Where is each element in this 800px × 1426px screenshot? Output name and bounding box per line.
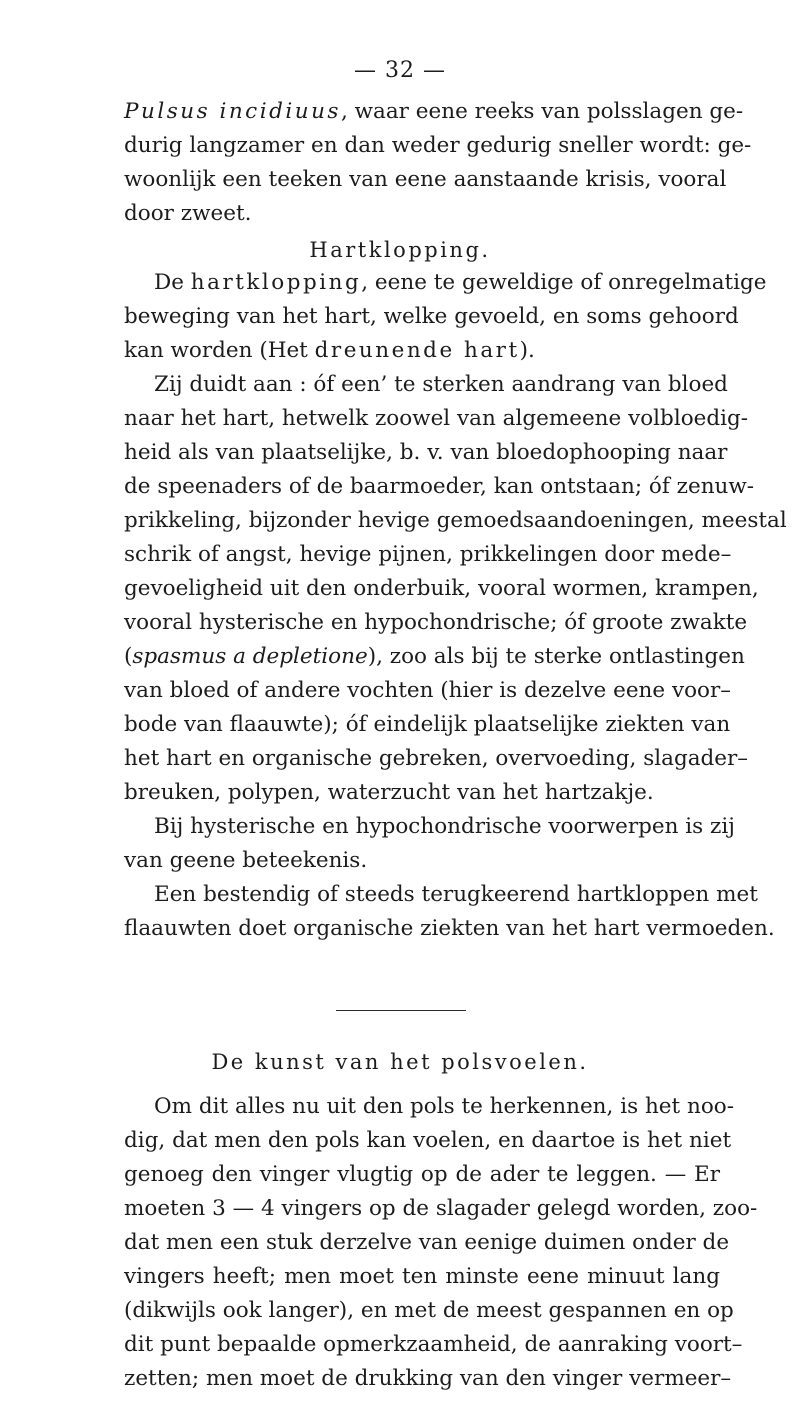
- text-line: breuken, polypen, waterzucht van het hartzakje.: [124, 780, 654, 805]
- text-segment: De: [154, 270, 191, 295]
- text-line: beweging van het hart, welke gevoeld, en soms gehoord: [124, 304, 739, 329]
- text-line: dig, dat men den pols kan voelen, en daartoe is het niet: [124, 1128, 732, 1153]
- text-line: Om dit alles nu uit den pols te herkennen, is het noo-: [154, 1094, 734, 1119]
- text-line: Bij hysterische en hypochondrische voorwerpen is zij: [154, 814, 735, 839]
- text-line: naar het hart, hetwelk zoowel van algemeene volbloedig-: [124, 406, 749, 431]
- text-line: gevoeligheid uit den onderbuik, vooral wormen, krampen,: [124, 576, 759, 601]
- text-segment: ).: [519, 338, 535, 363]
- term-spaced: hartklopping: [190, 270, 362, 295]
- text-line: (dikwijls ook langer), en met de meest gespannen en op: [124, 1298, 734, 1323]
- text-line: schrik of angst, hevige pijnen, prikkelingen door mede–: [124, 542, 732, 567]
- text-line: de speenaders of de baarmoeder, kan ontstaan; óf zenuw-: [124, 474, 755, 499]
- text-segment: , eene te geweldige of onregelmatige: [361, 270, 767, 295]
- text-line: [124, 334, 720, 368]
- section-heading-polsvoelen: De kunst van het polsvoelen.: [211, 1050, 589, 1074]
- text-line: durig langzamer en dan weder gedurig sneller wordt: ge-: [124, 133, 752, 158]
- text-line: moeten 3 — 4 vingers op de slagader gelegd worden, zoo-: [124, 1196, 758, 1221]
- text-line: [124, 640, 745, 674]
- text-line: [124, 95, 744, 129]
- text-line: vooral hysterische en hypochondrische; óf groote zwakte: [124, 610, 748, 635]
- text-line: Zij duidt aan : óf een’ te sterken aandrang van bloed: [154, 372, 728, 397]
- text-line: heid als van plaatselijke, b. v. van bloedophooping naar: [124, 440, 728, 465]
- text-line: flaauwten doet organische ziekten van het hart vermoeden.: [124, 916, 775, 941]
- text-line: Een bestendig of steeds terugkeerend hartkloppen met: [154, 882, 758, 907]
- text-line: woonlijk een teeken van eene aanstaande krisis, vooral: [124, 167, 727, 192]
- section-heading-hartklopping: Hartklopping.: [309, 238, 491, 262]
- text-segment: (: [124, 644, 133, 669]
- text-segment: ), zoo als bij te sterke ontlastingen: [367, 644, 745, 669]
- text-line: van geene beteekenis.: [124, 848, 368, 873]
- text-line: genoeg den vinger vlugtig op de ader te leggen. — Er: [124, 1162, 720, 1187]
- text-line: dat men een stuk derzelve van eenige duimen onder de: [124, 1230, 730, 1255]
- term-italic: spasmus a depletione: [132, 644, 368, 669]
- text-segment: kan worden (Het: [124, 338, 315, 363]
- text-line: dit punt bepaalde opmerkzaamheid, de aanraking voort–: [124, 1332, 743, 1357]
- text-line: door zweet.: [124, 201, 252, 226]
- page-number: — 32 —: [354, 58, 446, 83]
- text-line: [154, 266, 767, 300]
- term-spaced: dreunende hart: [314, 338, 520, 363]
- text-line: van bloed of andere vochten (hier is dezelve eene voor–: [124, 678, 732, 703]
- text-line: bode van flaauwte); óf eindelijk plaatselijke ziekten van: [124, 712, 731, 737]
- term-italic: Pulsus incidiuus: [124, 99, 341, 124]
- text-line: het hart en organische gebreken, overvoeding, slagader–: [124, 746, 749, 771]
- text-line: zetten; men moet de drukking van den vinger vermeer–: [124, 1366, 732, 1391]
- text-segment: , waar eene reeks van polsslagen ge-: [340, 99, 744, 124]
- section-divider: [336, 1010, 466, 1011]
- text-line: prikkeling, bijzonder hevige gemoedsaandoeningen, meestal: [124, 508, 787, 533]
- text-line: vingers heeft; men moet ten minste eene minuut lang: [124, 1264, 720, 1289]
